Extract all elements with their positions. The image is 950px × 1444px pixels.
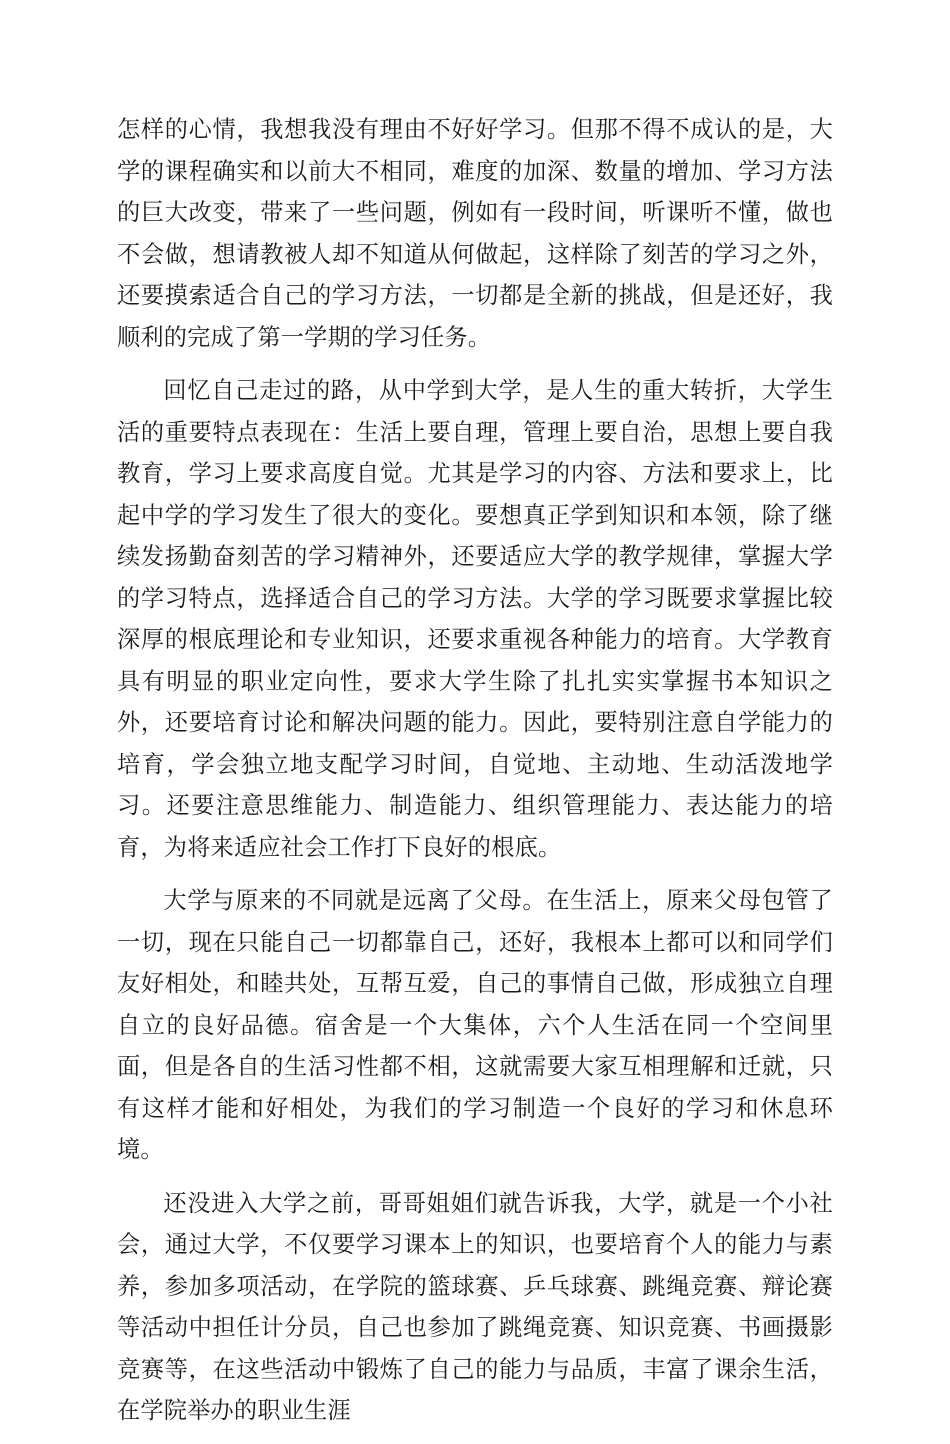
paragraph-2: 回忆自己走过的路，从中学到大学，是人生的重大转折，大学生活的重要特点表现在：生活上要自理，管理上要自治，思想上要自我教育，学习上要求高度自觉。尤其是学习的内容、方法和要求上，比起中学的学习发生了很大的变化。要想真正学到知识和本领，除了继续发扬勤奋刻苦的学习精神外，还要适应大学的教学规律，掌握大学的学习特点，选择适合自己的学习方法。大学的学习既要求掌握比较深厚的根底理论和专业知识，还要求重视各种能力的培育。大学教育具有明显的职业定向性，要求大学生除了扎扎实实掌握书本知识之外，还要培育讨论和解决问题的能力。因此，要特别注意自学能力的培育，学会独立地支配学习时间，自觉地、主动地、生动活泼地学习。还要注意思维能力、制造能力、组织管理能力、表达能力的培育，为将来适应社会工作打下良好的根底。 [117,377,833,861]
paragraph-1: 怎样的心情，我想我没有理由不好好学习。但那不得不成认的是，大学的课程确实和以前大不相同，难度的加深、数量的增加、学习方法的巨大改变，带来了一些问题，例如有一段时间，听课听不懂，做也不会做，想请教被人却不知道从何做起，这样除了刻苦的学习之外，还要摸索适合自己的学习方法，一切都是全新的挑战，但是还好，我顺利的完成了第一学期的学习任务。 [117,116,833,351]
paragraph-3: 大学与原来的不同就是远离了父母。在生活上，原来父母包管了一切，现在只能自己一切都靠自己，还好，我根本上都可以和同学们友好相处，和睦共处，互帮互爱，自己的事情自己做，形成独立自理自立的良好品德。宿舍是一个大集体，六个人生活在同一个空间里面，但是各自的生活习性都不相，这就需要大家互相理解和迁就，只有这样才能和好相处，为我们的学习制造一个良好的学习和休息环境。 [117,887,833,1163]
paragraph-4: 还没进入大学之前，哥哥姐姐们就告诉我，大学，就是一个小社会，通过大学，不仅要学习课本上的知识，也要培育个人的能力与素养，参加多项活动，在学院的篮球赛、乒乓球赛、跳绳竞赛、辩论赛等活动中担任计分员，自己也参加了跳绳竞赛、知识竞赛、书画摄影竞赛等，在这些活动中锻炼了自己的能力与品质，丰富了课余生活，在学院举办的职业生涯 [117,1189,833,1424]
document-body [117,109,833,1444]
